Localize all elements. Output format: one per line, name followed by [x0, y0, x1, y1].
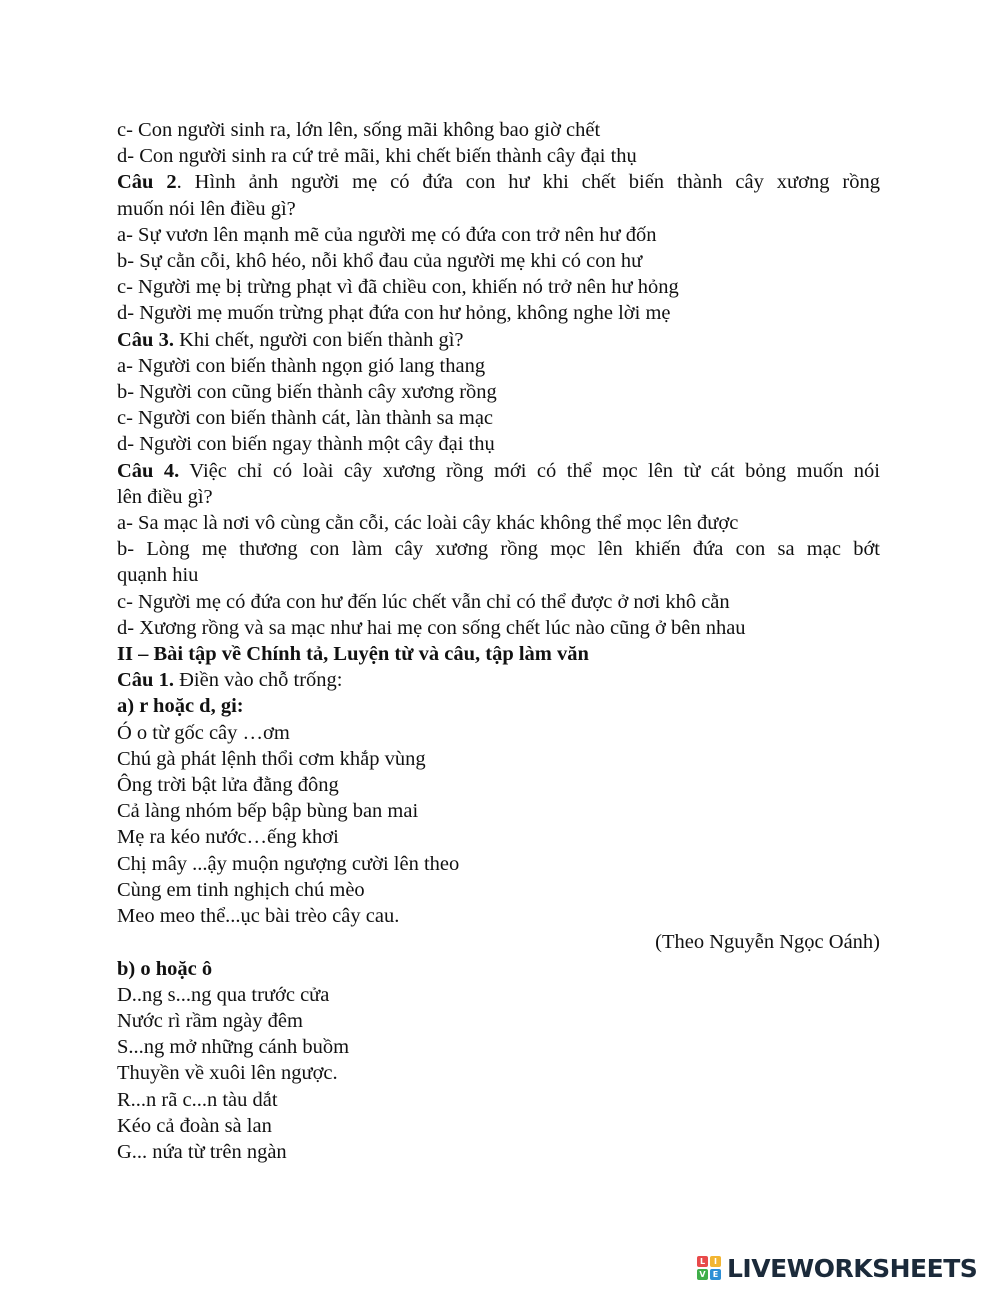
poem-a-line: Cùng em tinh nghịch chú mèo	[117, 878, 365, 901]
q3-option-d: d- Người con biến ngay thành một cây đại thụ	[117, 433, 495, 456]
liveworksheets-logo	[697, 1253, 977, 1283]
logo-cell: L	[697, 1256, 708, 1267]
q2-option-b: b- Sự cằn cỗi, khô héo, nỗi khổ đau của người mẹ khi có con hư	[117, 250, 643, 273]
poem-a-line: Ông trời bật lửa đằng đông	[117, 774, 339, 797]
q4-option-a: a- Sa mạc là nơi vô cùng cằn cỗi, các loài cây khác không thể mọc lên được	[117, 512, 739, 535]
poem-a-line: Ó o từ gốc cây …ơm	[117, 721, 290, 744]
q2-option-a: a- Sự vươn lên mạnh mẽ của người mẹ có đứa con trở nên hư đốn	[117, 223, 657, 246]
worksheet-page	[117, 117, 880, 1165]
poem-b-line: Nước rì rầm ngày đêm	[117, 1009, 303, 1032]
q2-text-1: . Hình ảnh người mẹ có đứa con hư khi chết biến thành cây xương rồng	[176, 171, 880, 194]
part-b-title: b) o hoặc ô	[117, 957, 213, 980]
poem-b-line: Kéo cả đoàn sà lan	[117, 1114, 272, 1137]
q2-question-cont: muốn nói lên điều gì?	[117, 197, 296, 220]
q4-option-b: b- Lòng mẹ thương con làm cây xương rồng mọc lên khiến đứa con sa mạc bớt	[117, 538, 880, 561]
q3-label: Câu 3.	[117, 328, 174, 351]
poem-a-line: Chị mây ...ậy muộn ngượng cười lên theo	[117, 852, 460, 875]
logo-cell: V	[697, 1269, 708, 1280]
q4-option-c: c- Người mẹ có đứa con hư đến lúc chết vẫn chỉ có thể được ở nơi khô cằn	[117, 590, 730, 613]
part-a-heading	[117, 693, 880, 719]
q2-option-c: c- Người mẹ bị trừng phạt vì đã chiều con, khiến nó trở nên hư hỏng	[117, 276, 679, 299]
poem-b-line: S...ng mở những cánh buồm	[117, 1036, 350, 1059]
logo-cell: I	[710, 1256, 721, 1267]
poem-a-line: Chú gà phát lệnh thổi cơm khắp vùng	[117, 747, 426, 770]
q4-option-d: d- Xương rồng và sa mạc như hai mẹ con sống chết lúc nào cũng ở bên nhau	[117, 616, 746, 639]
poem-b-line: R...n rã c...n tàu dắt	[117, 1088, 278, 1111]
poem-a-line: Cả làng nhóm bếp bập bùng ban mai	[117, 800, 419, 823]
poem-a-line: Meo meo thể...ục bài trèo cây cau.	[117, 905, 400, 928]
poem-b-line: D..ng s...ng qua trước cửa	[117, 983, 330, 1006]
poem-attribution: (Theo Nguyễn Ngọc Oánh)	[655, 931, 880, 954]
q2-option-d: d- Người mẹ muốn trừng phạt đứa con hư hỏng, không nghe lời mẹ	[117, 302, 671, 325]
q3-option-a: a- Người con biến thành ngọn gió lang thang	[117, 354, 486, 377]
q4-question-cont: lên điều gì?	[117, 485, 213, 508]
q2-label: Câu 2	[117, 171, 177, 194]
q1-option-d: d- Con người sinh ra cứ trẻ mãi, khi chết biến thành cây đại thụ	[117, 145, 637, 168]
s2-q1-text: Điền vào chỗ trống:	[173, 669, 343, 692]
q4-label: Câu 4.	[117, 459, 180, 482]
q1-option-c: c- Con người sinh ra, lớn lên, sống mãi không bao giờ chết	[117, 119, 601, 141]
section-2-title: II – Bài tập về Chính tả, Luyện từ và câu, tập làm văn	[117, 643, 589, 666]
q3-text: Khi chết, người con biến thành gì?	[173, 328, 464, 351]
logo-cell: E	[710, 1269, 721, 1280]
logo-grid-icon	[697, 1256, 721, 1280]
poem-a-line: Mẹ ra kéo nước…ếng khơi	[117, 826, 339, 849]
section-2-heading	[117, 641, 880, 667]
part-a-title: a) r hoặc d, gi:	[117, 695, 244, 718]
q3-option-b: b- Người con cũng biến thành cây xương rồng	[117, 381, 497, 404]
logo-text: LIVEWORKSHEETS	[727, 1253, 978, 1283]
q3-question	[117, 327, 880, 353]
s2-q1-label: Câu 1.	[117, 669, 174, 692]
poem-b-line: Thuyền về xuôi lên ngược.	[117, 1062, 338, 1085]
poem-b-line: G... nứa từ trên ngàn	[117, 1140, 287, 1163]
q4-text-1: Việc chỉ có loài cây xương rồng mới có thể mọc lên từ cát bỏng muốn nói	[179, 459, 880, 482]
q4-option-b-cont: quạnh hiu	[117, 564, 199, 587]
q2-question	[117, 169, 880, 195]
s2-q1-question	[117, 667, 880, 693]
part-b-heading	[117, 956, 880, 982]
q3-option-c: c- Người con biến thành cát, làn thành sa mạc	[117, 407, 494, 430]
q4-question	[117, 458, 880, 484]
